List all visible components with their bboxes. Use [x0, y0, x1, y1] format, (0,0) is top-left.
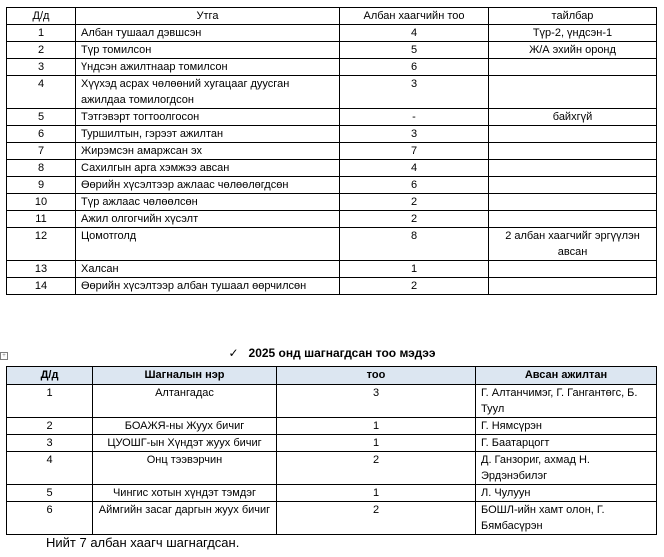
cell-count: 3 — [340, 126, 489, 143]
table-row — [7, 278, 657, 295]
cell-number: 4 — [7, 452, 93, 485]
cell-note: 2 албан хаагчийг эргүүлэн авсан — [489, 228, 657, 261]
table-anchor-icon: + — [0, 352, 8, 360]
cell-number: 7 — [7, 143, 76, 160]
table-row — [7, 42, 657, 59]
cell-number: 2 — [7, 42, 76, 59]
personnel-changes-table — [6, 7, 657, 295]
column-header-value: Утга — [76, 8, 340, 25]
cell-number: 4 — [7, 76, 76, 109]
cell-number: 5 — [7, 109, 76, 126]
cell-count: 6 — [340, 59, 489, 76]
table-row — [7, 385, 657, 418]
column-header-award-name: Шагналын нэр — [93, 367, 277, 385]
cell-number: 11 — [7, 211, 76, 228]
cell-count: 2 — [277, 502, 476, 535]
table-row — [7, 211, 657, 228]
cell-count: 2 — [277, 452, 476, 485]
cell-count: 8 — [340, 228, 489, 261]
cell-recipients: Г. Алтанчимэг, Г. Гангантөгс, Б. Туул — [476, 385, 657, 418]
cell-number: 14 — [7, 278, 76, 295]
cell-count: 1 — [277, 485, 476, 502]
cell-count: - — [340, 109, 489, 126]
cell-value: Түр томилсон — [76, 42, 340, 59]
cell-number: 12 — [7, 228, 76, 261]
cell-count: 1 — [340, 261, 489, 278]
cell-number: 6 — [7, 126, 76, 143]
cell-count: 2 — [340, 278, 489, 295]
table-row — [7, 109, 657, 126]
table-row — [7, 177, 657, 194]
cell-number: 9 — [7, 177, 76, 194]
cell-note — [489, 261, 657, 278]
cell-award-name: БОАЖЯ-ны Жуух бичиг — [93, 418, 277, 435]
cell-count: 2 — [340, 194, 489, 211]
table-row — [7, 76, 657, 109]
cell-recipients: Г. Нямсүрэн — [476, 418, 657, 435]
cell-count: 4 — [340, 25, 489, 42]
cell-value: Сахилгын арга хэмжээ авсан — [76, 160, 340, 177]
cell-recipients: БОШЛ-ийн хамт олон, Г. Бямбасүрэн — [476, 502, 657, 535]
cell-count: 4 — [340, 160, 489, 177]
table-row — [7, 452, 657, 485]
cell-note — [489, 194, 657, 211]
section-heading: ✓ 2025 онд шагнагдсан тоо мэдээ — [228, 346, 436, 360]
cell-note — [489, 278, 657, 295]
checkmark-icon: ✓ — [228, 346, 239, 360]
column-header-recipients: Авсан ажилтан — [476, 367, 657, 385]
cell-note: байхгүй — [489, 109, 657, 126]
cell-recipients: Г. Баатарцогт — [476, 435, 657, 452]
awards-table — [6, 366, 657, 535]
summary-text: Нийт 7 албан хаагч шагнагдсан. — [46, 535, 240, 550]
cell-number: 13 — [7, 261, 76, 278]
cell-value: Албан тушаал дэвшсэн — [76, 25, 340, 42]
cell-note — [489, 76, 657, 109]
cell-value: Туршилтын, гэрээт ажилтан — [76, 126, 340, 143]
table-row — [7, 126, 657, 143]
cell-count: 3 — [277, 385, 476, 418]
cell-note — [489, 177, 657, 194]
cell-recipients: Д. Ганзориг, ахмад Н. Эрдэнэбилэг — [476, 452, 657, 485]
cell-value: Ажил олгогчийн хүсэлт — [76, 211, 340, 228]
table-row — [7, 143, 657, 160]
cell-note — [489, 160, 657, 177]
column-header-count: Албан хаагчийн тоо — [340, 8, 489, 25]
cell-number: 1 — [7, 385, 93, 418]
cell-note — [489, 126, 657, 143]
column-header-count: тоо — [277, 367, 476, 385]
table-row — [7, 485, 657, 502]
cell-count: 6 — [340, 177, 489, 194]
column-header-number: Д/д — [7, 8, 76, 25]
cell-value: Хүүхэд асрах чөлөөний хугацааг дуусган ажилдаа томилогдсон — [76, 76, 340, 109]
cell-note — [489, 211, 657, 228]
cell-note — [489, 59, 657, 76]
table-row — [7, 261, 657, 278]
cell-count: 2 — [340, 211, 489, 228]
table-row — [7, 502, 657, 535]
cell-award-name: Чингис хотын хүндэт тэмдэг — [93, 485, 277, 502]
column-header-number: Д/д — [7, 367, 93, 385]
cell-number: 3 — [7, 435, 93, 452]
cell-recipients: Л. Чулуун — [476, 485, 657, 502]
cell-value: Үндсэн ажилтнаар томилсон — [76, 59, 340, 76]
cell-value: Өөрийн хүсэлтээр албан тушаал өөрчилсөн — [76, 278, 340, 295]
cell-value: Халсан — [76, 261, 340, 278]
table-row — [7, 25, 657, 42]
cell-value: Өөрийн хүсэлтээр ажлаас чөлөөлөгдсөн — [76, 177, 340, 194]
cell-value: Тэтгэвэрт тогтоолгосон — [76, 109, 340, 126]
cell-number: 6 — [7, 502, 93, 535]
cell-number: 5 — [7, 485, 93, 502]
cell-count: 1 — [277, 418, 476, 435]
cell-count: 1 — [277, 435, 476, 452]
table-row — [7, 160, 657, 177]
cell-count: 5 — [340, 42, 489, 59]
cell-award-name: Алтангадас — [93, 385, 277, 418]
cell-award-name: ЦУОШГ-ын Хүндэт жуух бичиг — [93, 435, 277, 452]
cell-number: 1 — [7, 25, 76, 42]
table-header-row — [7, 8, 657, 25]
cell-note: Түр-2, үндсэн-1 — [489, 25, 657, 42]
table-row — [7, 194, 657, 211]
cell-number: 2 — [7, 418, 93, 435]
cell-note — [489, 143, 657, 160]
table-row — [7, 228, 657, 261]
table-row — [7, 435, 657, 452]
table-row — [7, 418, 657, 435]
cell-count: 7 — [340, 143, 489, 160]
cell-value: Жирэмсэн амаржсан эх — [76, 143, 340, 160]
cell-number: 10 — [7, 194, 76, 211]
cell-number: 8 — [7, 160, 76, 177]
column-header-note: тайлбар — [489, 8, 657, 25]
cell-count: 3 — [340, 76, 489, 109]
cell-number: 3 — [7, 59, 76, 76]
cell-award-name: Аймгийн засаг даргын жуух бичиг — [93, 502, 277, 535]
cell-value: Цомотголд — [76, 228, 340, 261]
cell-value: Түр ажлаас чөлөөлсөн — [76, 194, 340, 211]
table-header-row — [7, 367, 657, 385]
table-row — [7, 59, 657, 76]
cell-note: Ж/А эхийн оронд — [489, 42, 657, 59]
cell-award-name: Онц тээвэрчин — [93, 452, 277, 485]
